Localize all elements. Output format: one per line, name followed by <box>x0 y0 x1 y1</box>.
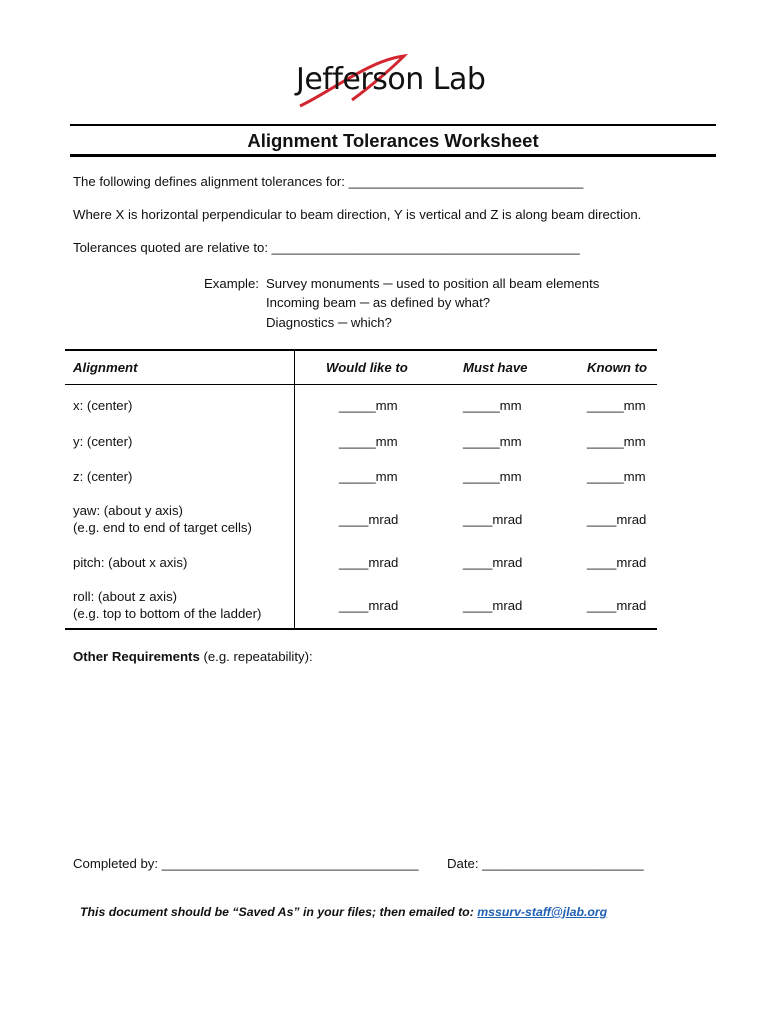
table-column-divider <box>294 351 295 628</box>
row-label: pitch: (about x axis) <box>73 555 188 570</box>
row-label: x: (center) <box>73 398 133 413</box>
email-link[interactable]: mssurv-staff@jlab.org <box>477 905 608 919</box>
row-sublabel: (e.g. top to bottom of the ladder) <box>73 606 262 621</box>
title-top-rule <box>70 124 716 126</box>
jefferson-lab-logo <box>290 48 500 110</box>
other-requirements-label: Other Requirements <box>73 649 200 664</box>
must-have-field[interactable]: _____mm <box>463 469 522 484</box>
table-top-rule <box>65 349 657 351</box>
example-line-2: Incoming beam ─ as defined by what? <box>266 295 491 310</box>
completed-by-row <box>73 856 418 871</box>
row-label: yaw: (about y axis) <box>73 503 183 518</box>
example-line-1: Survey monuments ─ used to position all beam elements <box>266 276 600 291</box>
date-field[interactable]: ______________________ <box>482 856 644 871</box>
would-like-to-field[interactable]: _____mm <box>339 434 398 449</box>
would-like-to-field[interactable]: _____mm <box>339 398 398 413</box>
row-label: roll: (about z axis) <box>73 589 178 604</box>
relative-to-line: Tolerances quoted are relative to: __________________________________________ <box>73 240 580 255</box>
defines-line: The following defines alignment tolerances for: ________________________________ <box>73 174 584 189</box>
header-must-have: Must have <box>463 360 528 375</box>
known-to-field[interactable]: _____mm <box>587 469 646 484</box>
example-line-3: Diagnostics ─ which? <box>266 315 392 330</box>
known-to-field[interactable]: ____mrad <box>587 555 647 570</box>
must-have-field[interactable]: ____mrad <box>463 598 523 613</box>
title-bottom-rule <box>70 154 716 157</box>
table-bottom-rule <box>65 628 657 630</box>
page-title: Alignment Tolerances Worksheet <box>247 130 539 151</box>
must-have-field[interactable]: _____mm <box>463 434 522 449</box>
completed-by-label: Completed by: <box>73 856 162 871</box>
footer-text: This document should be “Saved As” in your files; then emailed to: <box>80 905 478 919</box>
known-to-field[interactable]: _____mm <box>587 398 646 413</box>
header-would-like-to: Would like to <box>326 360 408 375</box>
logo-text: Jefferson Lab <box>296 62 486 97</box>
table-header-rule <box>65 384 657 385</box>
known-to-field[interactable]: _____mm <box>587 434 646 449</box>
row-label: y: (center) <box>73 434 133 449</box>
known-to-field[interactable]: ____mrad <box>587 512 647 527</box>
would-like-to-field[interactable]: ____mrad <box>339 512 399 527</box>
row-label: z: (center) <box>73 469 133 484</box>
would-like-to-field[interactable]: ____mrad <box>339 598 399 613</box>
must-have-field[interactable]: _____mm <box>463 398 522 413</box>
example-label: Example: <box>204 276 259 291</box>
footer-instruction <box>80 905 607 919</box>
must-have-field[interactable]: ____mrad <box>463 512 523 527</box>
other-requirements <box>73 649 313 664</box>
completed-by-field[interactable]: ___________________________________ <box>161 856 419 871</box>
header-alignment: Alignment <box>73 360 138 375</box>
would-like-to-field[interactable]: ____mrad <box>339 555 399 570</box>
header-known-to: Known to <box>587 360 648 375</box>
must-have-field[interactable]: ____mrad <box>463 555 523 570</box>
date-row <box>447 856 644 871</box>
row-sublabel: (e.g. end to end of target cells) <box>73 520 252 535</box>
known-to-field[interactable]: ____mrad <box>587 598 647 613</box>
other-requirements-note: (e.g. repeatability): <box>199 649 313 664</box>
would-like-to-field[interactable]: _____mm <box>339 469 398 484</box>
date-label: Date: <box>447 856 483 871</box>
axes-description: Where X is horizontal perpendicular to beam direction, Y is vertical and Z is along beam direction. <box>73 207 642 222</box>
